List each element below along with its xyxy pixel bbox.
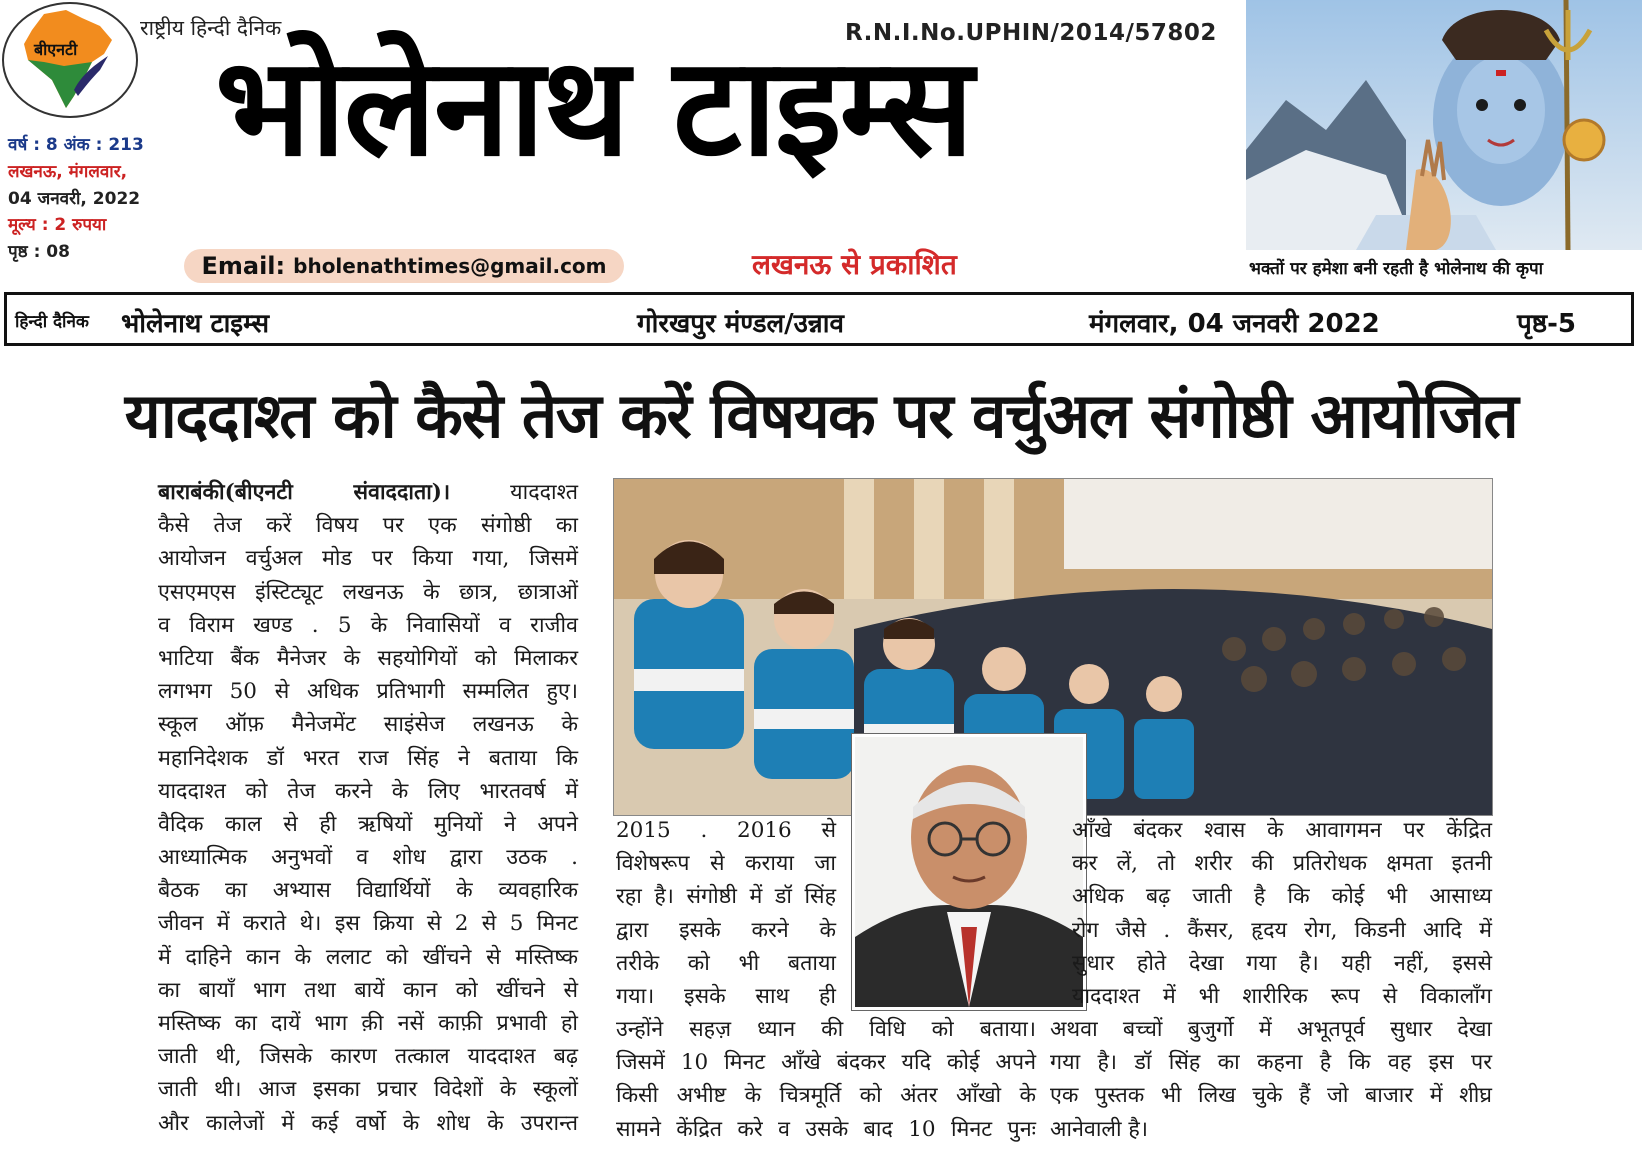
article-line: आध्यात्मिक अनुभवों व शोध द्वारा उठक . xyxy=(158,845,578,871)
issue-date: 04 जनवरी, 2022 xyxy=(8,189,141,209)
article-line: आनेवाली है। xyxy=(1050,1116,1148,1142)
article-line: सुधार होते देखा गया है। यही नहीं, इससे xyxy=(1072,950,1492,976)
page-count: पृष्ठ : 08 xyxy=(8,242,70,262)
article-column-2a xyxy=(616,814,836,1013)
article-line: जिसमें 10 मिनट आँखे बंदकर यदि कोई अपने xyxy=(616,1050,1036,1076)
image-caption: भक्तों पर हमेशा बनी रहती है भोलेनाथ की कृपा xyxy=(1249,259,1544,279)
article-line: का बायाँ भाग तथा बायें कान को खींचने से xyxy=(158,977,578,1003)
article-line: स्कूल ऑफ़ मैनेजमेंट साइंसेज लखनऊ के xyxy=(158,712,578,738)
article-line: कैसे तेज करें विषय पर एक संगोष्ठी का xyxy=(158,513,578,539)
article-line: किसी अभीष्ट के चित्रमूर्ति को अंतर आँखो के xyxy=(616,1083,1036,1109)
article-line: गया है। डॉ सिंह का कहना है कि वह इस पर xyxy=(1050,1050,1492,1076)
article-line: गया। इसके साथ ही xyxy=(616,983,836,1009)
page-header-band xyxy=(4,292,1634,346)
article-line: तरीके को भी बताया xyxy=(616,950,836,976)
article-line: याददाश्त को तेज करने के लिए भारतवर्ष में xyxy=(158,778,578,804)
article-line: कर लें, तो शरीर की प्रतिरोधक क्षमता इतनी xyxy=(1072,851,1492,877)
article-line: एक पुस्तक भी लिख चुके हैं जो बाजार में शीघ्र xyxy=(1050,1083,1492,1109)
article-column-1 xyxy=(158,476,578,1140)
article-headline: याददाश्त को कैसे तेज करें विषयक पर वर्चुअल संगोष्ठी आयोजित xyxy=(124,379,1518,452)
band-paper-name: भोलेनाथ टाइम्स xyxy=(121,309,270,339)
speaker-portrait xyxy=(852,734,1086,1010)
article-line: रोग जैसे . कैंसर, हृदय रोग, किडनी आदि में xyxy=(1072,917,1492,943)
article-line: एसएमएस इंस्टिट्यूट लखनऊ के छात्र, छात्राओं xyxy=(158,579,578,605)
article-line: अधिक बढ़ जाती है कि कोई भी आसाध्य xyxy=(1072,884,1492,910)
article-line: याददाश्त में भी शारीरिक रूप से विकालाँग xyxy=(1072,983,1492,1009)
article-line: जीवन में कराते थे। इस क्रिया से 2 से 5 मिनट xyxy=(158,911,578,937)
band-paper-prefix: हिन्दी दैनिक xyxy=(15,312,89,332)
article-line: और कालेजों में कई वर्षो के शोध के उपरान्त xyxy=(158,1110,578,1136)
article-line: लगभग 50 से अधिक प्रतिभागी सम्मलित हुए। xyxy=(158,679,578,705)
article-line: रहा है। संगोष्ठी में डॉ सिंह xyxy=(616,884,836,910)
article-line: द्वारा इसके करने के xyxy=(616,917,836,943)
india-map-icon xyxy=(4,4,136,116)
article-line: व विराम खण्ड . 5 के निवासियों व राजीव xyxy=(158,612,578,638)
article-line: बैठक का अभ्यास विद्यार्थियों के व्यवहारिक xyxy=(158,878,578,904)
band-page: पृष्ठ-5 xyxy=(1517,309,1576,339)
tagline: राष्ट्रीय हिन्दी दैनिक xyxy=(140,16,282,40)
published-from: लखनऊ से प्रकाशित xyxy=(752,248,957,281)
article-line: अथवा बच्चों बुजुर्गो में अभूतपूर्व सुधार देखा xyxy=(1050,1017,1492,1042)
article-column-3b xyxy=(1050,1013,1492,1146)
article-line: महानिदेशक डॉ भरत राज सिंह ने बताया कि xyxy=(158,745,578,771)
shiva-illustration xyxy=(1246,0,1642,250)
article-text: याददाश्त xyxy=(510,480,578,505)
article-line: भाटिया बैंक मैनेजर के सहयोगियों को मिलाकर xyxy=(158,645,578,671)
price: मूल्य : 2 रुपया xyxy=(8,215,107,235)
article-line: आँखे बंदकर श्वास के आवागमन पर केंद्रित xyxy=(1072,818,1492,843)
email-label: Email: xyxy=(201,252,286,280)
place-day: लखनऊ, मंगलवार, xyxy=(8,162,128,182)
article-line: में दाहिने कान के ललाट को खींचने से मस्तिष्क xyxy=(158,944,578,970)
rni-number: R.N.I.No.UPHIN/2014/57802 xyxy=(845,20,1217,46)
article-line: उन्होंने सहज़ ध्यान की विधि को बताया। xyxy=(616,1017,1036,1042)
article-column-3a xyxy=(1072,814,1492,1013)
email-address[interactable]: bholenathtimes@gmail.com xyxy=(293,254,607,278)
article-line: जाती थी, जिसके कारण तत्काल याददाश्त बढ़ xyxy=(158,1044,578,1070)
article-line: वैदिक काल से ही ऋषियों मुनियों ने अपने xyxy=(158,811,578,837)
article-line: आयोजन वर्चुअल मोड पर किया गया, जिसमें xyxy=(158,546,578,572)
newspaper-logo xyxy=(2,2,138,118)
article-line: जाती थी। आज इसका प्रचार विदेशों के स्कूलों xyxy=(158,1077,578,1103)
newspaper-title: भोलेनाथ टाइम्स xyxy=(215,29,972,187)
band-section: गोरखपुर मंण्डल/उन्नाव xyxy=(637,309,844,339)
article-line: विशेषरूप से कराया जा xyxy=(616,851,836,877)
article-line: मस्तिष्क का दायें भाग क़ी नसें काफ़ी प्रभावी हो xyxy=(158,1011,578,1036)
article-line: 2015 . 2016 से xyxy=(616,818,836,843)
article-line: सामने केंद्रित करे व उसके बाद 10 मिनट पुनः xyxy=(616,1116,1036,1142)
logo-text: बीएनटी xyxy=(34,40,78,59)
article-column-2b xyxy=(616,1013,1036,1146)
issue-number: वर्ष : 8 अंक : 213 xyxy=(8,135,144,155)
article-line xyxy=(158,476,578,509)
dateline: बाराबंकी(बीएनटी संवाददाता)। xyxy=(158,480,451,505)
band-date: मंगलवार, 04 जनवरी 2022 xyxy=(1089,309,1380,339)
email-pill xyxy=(184,249,624,283)
